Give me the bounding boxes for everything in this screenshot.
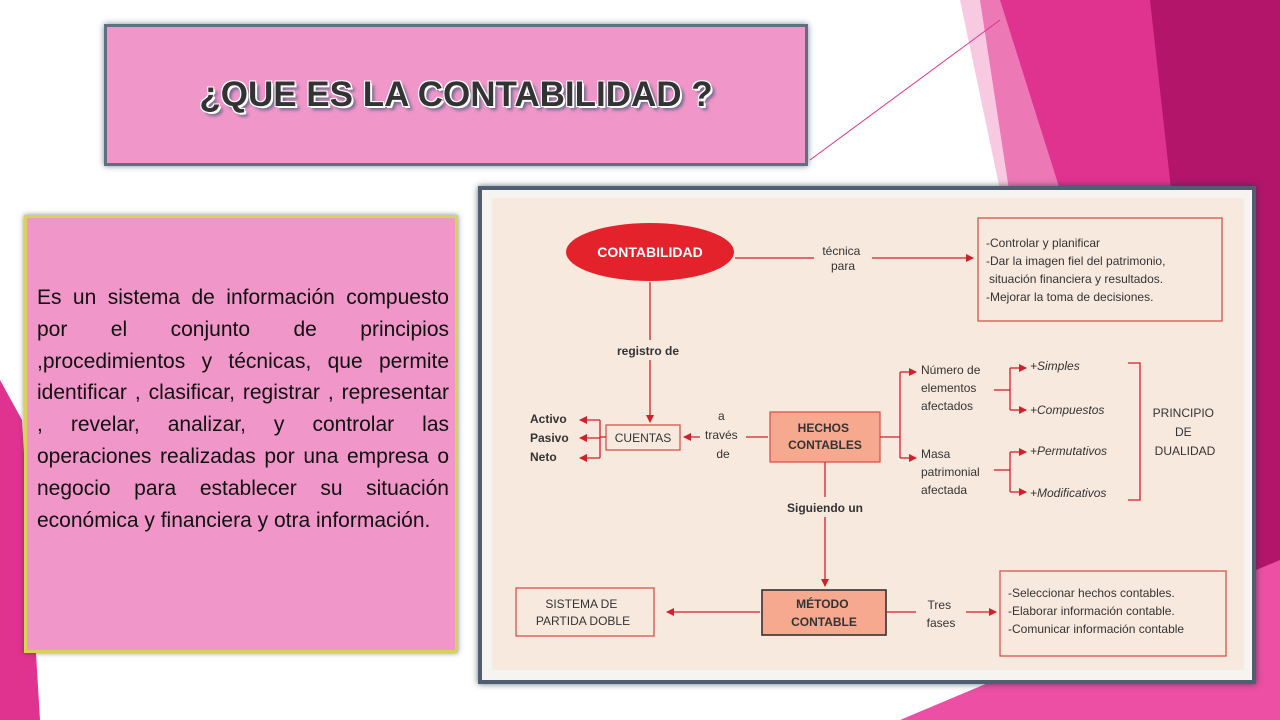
cuentas-label: CUENTAS [614,431,672,445]
principio-bracket [1128,363,1140,500]
siguiendo-un-label: Siguiendo un [787,501,863,515]
tecnica-para-label: técnica para [822,244,861,273]
cuenta-items: Activo Pasivo Neto [530,412,569,464]
numero-elementos-label: Número de elementos afectados [921,363,981,413]
partida-doble-box [516,588,654,636]
slide-title: ¿QUE ES LA CONTABILIDAD ? [199,75,713,114]
a-traves-de-label: a través de [704,409,738,461]
hechos-contables-box [770,412,880,462]
objetivos-box [978,218,1222,321]
fases-list: -Seleccionar hechos contables. -Elaborar información contable. -Comunicar información contable [1008,586,1185,636]
objetivos-list: -Controlar y planificar -Dar la imagen fiel del patrimonio, situación financiera y resultados. -Mejorar la toma de decisiones. [986,236,1166,304]
definition-text: Es un sistema de información compuesto por el conjunto de principios ,procedimientos y técnicas, que permite identificar , clasificar, registrar , representar , revelar, analizar, y controlar las operaciones realizadas por una empresa o negocio para establecer su situación económica y financiera y otra información. [37,286,449,532]
contabilidad-label: CONTABILIDAD [597,244,703,260]
principio-dualidad-label: PRINCIPIO DE DUALIDAD [1152,406,1216,458]
tres-fases-label: Tres fases [926,598,956,630]
registro-de-label: registro de [616,344,680,358]
hechos-contables-label: HECHOS CONTABLES [788,421,862,452]
partida-doble-label: SISTEMA DE PARTIDA DOBLE [535,597,631,628]
tipos-list: +Simples +Compuestos +Permutativos +Modificativos [1030,359,1108,500]
masa-patrimonial-label: Masa patrimonial afectada [921,447,980,497]
metodo-contable-label: MÉTODO CONTABLE [791,597,857,629]
